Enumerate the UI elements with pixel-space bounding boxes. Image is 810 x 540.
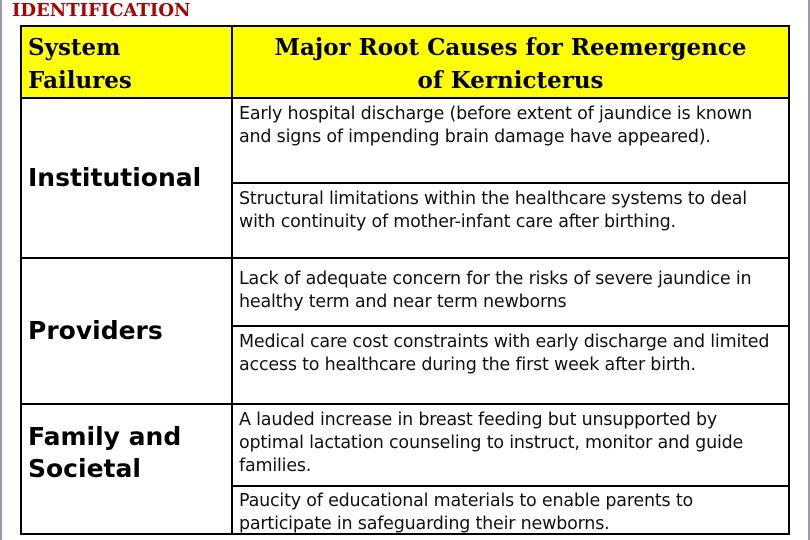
header-system-failures: System Failures bbox=[20, 25, 233, 99]
cause-cell: Lack of adequate concern for the risks of severe jaundice in healthy term and near term newborns bbox=[231, 257, 790, 327]
header-root-causes: Major Root Causes for Reemergence of Kernicterus bbox=[231, 25, 790, 99]
cause-cell: Structural limitations within the healthcare systems to deal with continuity of mother-infant care after birthing. bbox=[231, 182, 790, 259]
category-family-societal: Family and Societal bbox=[20, 403, 233, 535]
category-institutional: Institutional bbox=[20, 97, 233, 259]
cause-cell: Paucity of educational materials to enable parents to participate in safeguarding their newborns. bbox=[231, 485, 790, 535]
cause-cell: A lauded increase in breast feeding but unsupported by optimal lactation counseling to instruct, monitor and guide families. bbox=[231, 403, 790, 487]
category-providers: Providers bbox=[20, 257, 233, 405]
slide-title: IDENTIFICATION bbox=[12, 0, 191, 21]
cause-cell: Medical care cost constraints with early discharge and limited access to healthcare during the first week after birth. bbox=[231, 325, 790, 405]
cause-cell: Early hospital discharge (before extent of jaundice is known and signs of impending brain damage have appeared). bbox=[231, 97, 790, 184]
